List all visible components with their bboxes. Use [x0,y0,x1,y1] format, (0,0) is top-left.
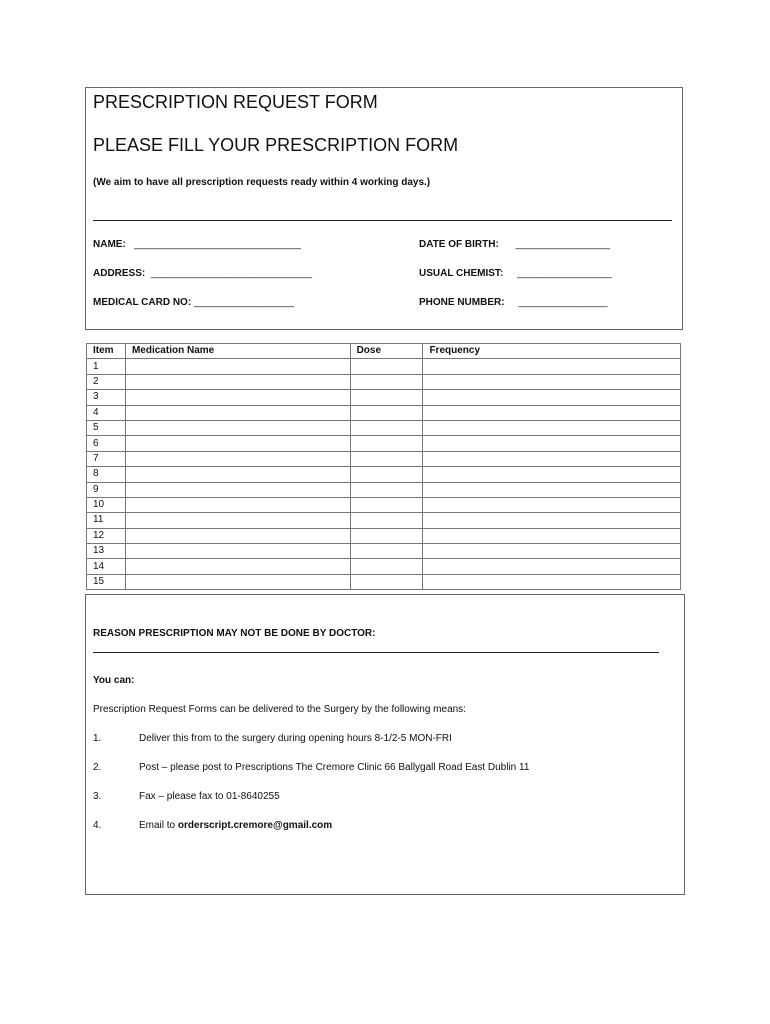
frequency-cell[interactable] [423,528,681,543]
frequency-cell[interactable] [423,482,681,497]
frequency-cell[interactable] [423,544,681,559]
header-item: Item [87,344,126,359]
medication-name-cell[interactable] [125,436,350,451]
you-can-heading: You can: [93,675,135,686]
medication-table [86,343,681,590]
list-item: 1. Deliver this from to the surgery during opening hours 8-1/2-5 MON-FRI [93,733,452,744]
form-title: PRESCRIPTION REQUEST FORM [93,92,378,112]
medication-name-cell[interactable] [125,482,350,497]
table-row [87,374,681,389]
medication-name-cell[interactable] [125,513,350,528]
header-dose: Dose [350,344,423,359]
dose-cell[interactable] [350,574,423,589]
dose-cell[interactable] [350,497,423,512]
email-link[interactable]: orderscript.cremore@gmail.com [177,820,333,831]
item-cell: 6 [87,436,126,451]
dose-cell[interactable] [350,482,423,497]
form-note: (We aim to have all prescription requests ready within 4 working days.) [93,177,431,188]
table-row [87,559,681,574]
table-row [87,497,681,512]
delivery-info-box [85,594,685,895]
frequency-cell[interactable] [423,451,681,466]
item-cell: 7 [87,451,126,466]
dose-cell[interactable] [350,451,423,466]
form-subtitle: PLEASE FILL YOUR PRESCRIPTION FORM [93,135,459,155]
frequency-cell[interactable] [423,513,681,528]
frequency-cell[interactable] [423,359,681,374]
table-row [87,420,681,435]
name-label: NAME: [93,239,126,250]
medication-name-cell[interactable] [125,574,350,589]
item-cell: 12 [87,528,126,543]
dose-cell[interactable] [350,544,423,559]
dob-line[interactable]: _________________ [515,239,611,250]
chemist-field[interactable] [419,268,612,279]
frequency-cell[interactable] [423,390,681,405]
list-item: 2. Post – please post to Prescriptions The Cremore Clinic 66 Ballygall Road East Dublin 11 [93,762,530,773]
address-line[interactable]: _____________________________ [150,268,313,279]
item-cell: 2 [87,374,126,389]
table-row [87,390,681,405]
medication-name-cell[interactable] [125,420,350,435]
name-field[interactable] [93,239,301,250]
phone-field[interactable] [419,297,607,308]
medication-name-cell[interactable] [125,374,350,389]
dose-cell[interactable] [350,374,423,389]
table-row [87,359,681,374]
item-cell: 15 [87,574,126,589]
table-row [87,405,681,420]
dob-field[interactable] [419,239,610,250]
frequency-cell[interactable] [423,374,681,389]
name-line[interactable]: ______________________________ [134,239,301,250]
item-cell: 10 [87,497,126,512]
header-medication-name: Medication Name [125,344,350,359]
item-cell: 4 [87,405,126,420]
dose-cell[interactable] [350,436,423,451]
medication-name-cell[interactable] [125,559,350,574]
medical-card-field[interactable] [93,297,294,308]
address-label: ADDRESS: [93,268,146,279]
medication-name-cell[interactable] [125,467,350,482]
medical-card-label: MEDICAL CARD NO: [93,297,192,308]
list-item: 4. Email to orderscript.cremore@gmail.com [93,820,333,831]
medical-card-line[interactable]: __________________ [193,297,295,308]
dose-cell[interactable] [350,467,423,482]
table-row [87,436,681,451]
phone-line[interactable]: ________________ [518,297,608,308]
medication-name-cell[interactable] [125,528,350,543]
table-row [87,451,681,466]
frequency-cell[interactable] [423,405,681,420]
medication-name-cell[interactable] [125,451,350,466]
table-row [87,467,681,482]
frequency-cell[interactable] [423,436,681,451]
dose-cell[interactable] [350,359,423,374]
delivery-intro: Prescription Request Forms can be delivered to the Surgery by the following means: [93,704,466,715]
item-cell: 13 [87,544,126,559]
chemist-line[interactable]: _________________ [517,268,612,279]
item-cell: 11 [87,513,126,528]
table-row [87,544,681,559]
dose-cell[interactable] [350,513,423,528]
medication-name-cell[interactable] [125,405,350,420]
dose-cell[interactable] [350,559,423,574]
dose-cell[interactable] [350,405,423,420]
table-header-row [87,344,681,359]
dose-cell[interactable] [350,420,423,435]
phone-label: PHONE NUMBER: [419,297,505,308]
dose-cell[interactable] [350,390,423,405]
frequency-cell[interactable] [423,497,681,512]
item-cell: 3 [87,390,126,405]
table-row [87,528,681,543]
chemist-label: USUAL CHEMIST: [419,268,504,279]
item-cell: 14 [87,559,126,574]
dose-cell[interactable] [350,528,423,543]
frequency-cell[interactable] [423,467,681,482]
reason-line[interactable] [93,652,659,653]
table-row [87,574,681,589]
medication-name-cell[interactable] [125,359,350,374]
medication-name-cell[interactable] [125,544,350,559]
reason-label: REASON PRESCRIPTION MAY NOT BE DONE BY DOCTOR: [93,628,376,639]
item-cell: 5 [87,420,126,435]
table-row [87,482,681,497]
medication-name-cell[interactable] [125,390,350,405]
item-cell: 9 [87,482,126,497]
divider [93,220,672,221]
frequency-cell[interactable] [423,559,681,574]
item-cell: 8 [87,467,126,482]
table-row [87,513,681,528]
frequency-cell[interactable] [423,420,681,435]
dob-label: DATE OF BIRTH: [419,239,499,250]
frequency-cell[interactable] [423,574,681,589]
item-cell: 1 [87,359,126,374]
patient-details-box [85,87,683,330]
address-field[interactable] [93,268,312,279]
medication-name-cell[interactable] [125,497,350,512]
header-frequency: Frequency [423,344,681,359]
list-item: 3. Fax – please fax to 01-8640255 [93,791,280,802]
